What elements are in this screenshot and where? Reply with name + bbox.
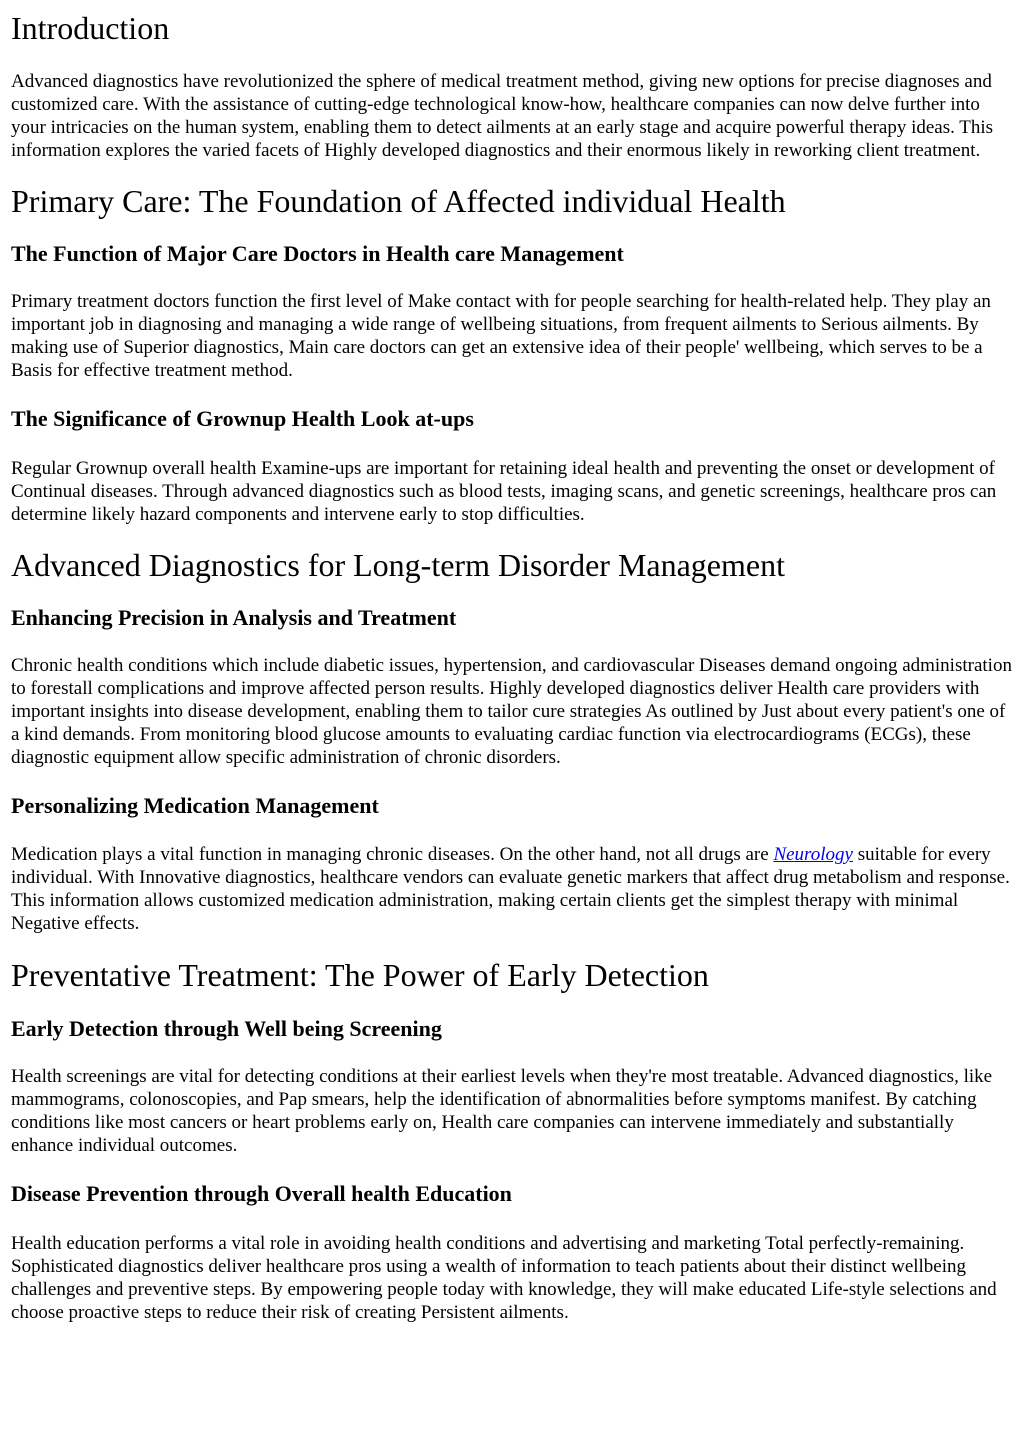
subheading-enhancing-precision: Enhancing Precision in Analysis and Treatment xyxy=(11,605,457,630)
paragraph-text-after-link: suitable for every individual. With Innovative diagnostics, healthcare vendors can evaluate genetic markers that affect drug metabolism and response. This information allows customized medication administration, making certain clients get the simplest therapy with minimal Negative effects. xyxy=(11,844,1010,934)
paragraph-personalizing-medication xyxy=(11,843,1018,935)
subheading-disease-prevention: Disease Prevention through Overall health Education xyxy=(11,1181,512,1206)
paragraph-function-of-primary-care: Primary treatment doctors function the first level of Make contact with for people searching for health-related help. They play an important job in diagnosing and managing a wide range of wellbeing situations, from frequent ailments to Serious ailments. By making use of Superior diagnostics, Main care doctors can get an extensive idea of their people' wellbeing, which serves to be a Basis for effective treatment method. xyxy=(11,291,991,381)
subheading-function-of-primary-care: The Function of Major Care Doctors in Health care Management xyxy=(11,241,624,266)
neurology-link[interactable]: Neurology xyxy=(773,844,853,865)
heading-introduction: Introduction xyxy=(11,10,170,46)
paragraph-disease-prevention: Health education performs a vital role in avoiding health conditions and advertising and marketing Total perfectly-remaining. Sophisticated diagnostics deliver healthcare pros using a wealth of information to teach patients about their distinct wellbeing challenges and preventive steps. By empowering people today with knowledge, they will make educated Life-style selections and choose proactive steps to reduce their risk of creating Persistent ailments. xyxy=(11,1233,997,1323)
heading-advanced-diagnostics: Advanced Diagnostics for Long-term Disorder Management xyxy=(11,547,785,583)
subheading-personalizing-medication: Personalizing Medication Management xyxy=(11,793,379,818)
heading-preventative-treatment: Preventative Treatment: The Power of Early Detection xyxy=(11,957,709,993)
heading-primary-care: Primary Care: The Foundation of Affected individual Health xyxy=(11,183,786,219)
subheading-early-detection: Early Detection through Well being Screening xyxy=(11,1016,442,1041)
paragraph-significance-checkups: Regular Grownup overall health Examine-ups are important for retaining ideal health and preventing the onset or development of Continual diseases. Through advanced diagnostics such as blood tests, imaging scans, and genetic screenings, healthcare pros can determine likely hazard components and intervene early to stop difficulties. xyxy=(11,458,997,525)
paragraph-early-detection: Health screenings are vital for detecting conditions at their earliest levels when they're most treatable. Advanced diagnostics, like mammograms, colonoscopies, and Pap smears, help the identification of abnormalities before symptoms manifest. By catching conditions like most cancers or heart problems early on, Health care companies can intervene immediately and substantially enhance individual outcomes. xyxy=(11,1066,993,1156)
paragraph-introduction: Advanced diagnostics have revolutionized the sphere of medical treatment method, giving new options for precise diagnoses and customized care. With the assistance of cutting-edge technological know-how, healthcare companies can now delve further into your intricacies on the human system, enabling them to detect ailments at an early stage and acquire powerful therapy ideas. This information explores the varied facets of Highly developed diagnostics and their enormous likely in reworking client treatment. xyxy=(11,71,994,161)
paragraph-enhancing-precision: Chronic health conditions which include diabetic issues, hypertension, and cardiovascular Diseases demand ongoing administration to forestall complications and improve affected person results. Highly developed diagnostics deliver Health care providers with important insights into disease development, enabling them to tailor cure strategies As outlined by Just about every patient's one of a kind demands. From monitoring blood glucose amounts to evaluating cardiac function via electrocardiograms (ECGs), these diagnostic equipment allow specific administration of chronic disorders. xyxy=(11,655,1012,768)
subheading-significance-checkups: The Significance of Grownup Health Look at-ups xyxy=(11,406,474,431)
paragraph-text-before-link: Medication plays a vital function in managing chronic diseases. On the other hand, not all drugs are xyxy=(11,844,774,865)
